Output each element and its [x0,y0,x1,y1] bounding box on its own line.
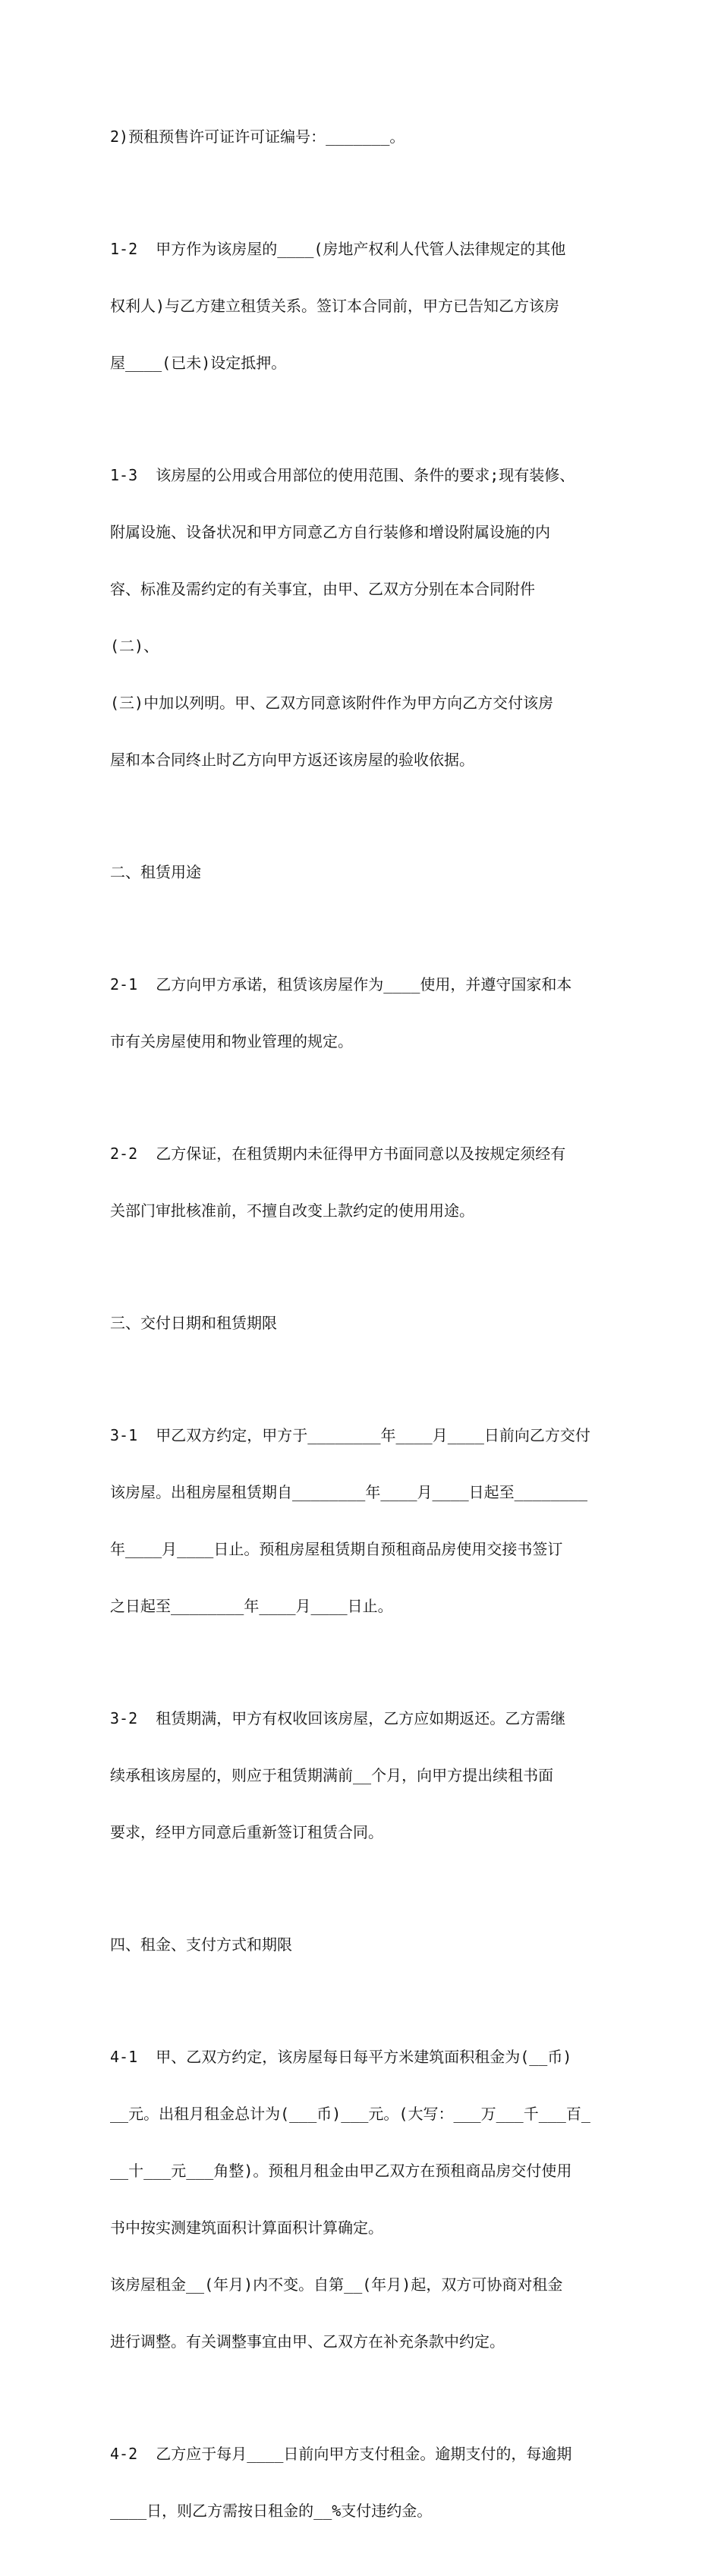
text-line: 权利人)与乙方建立租赁关系。签订本合同前，甲方已告知乙方该房 [110,297,560,315]
text-line: 2-1 乙方向甲方承诺，租赁该房屋作为____使用，并遵守国家和本 [110,975,572,994]
text-line: 进行调整。有关调整事宜由甲、乙双方在补充条款中约定。 [110,2332,505,2351]
paragraph-clause-4-2 [110,2407,619,2559]
text-line: 书中按实测建筑面积计算面积计算确定。 [110,2219,383,2237]
heading-text: 四、租金、支付方式和期限 [110,1935,292,1954]
heading-text: 二、租赁用途 [110,863,201,881]
paragraph-permit-number [110,90,619,184]
text-line: 1-2 甲方作为该房屋的____(房地产权利人代管人法律规定的其他 [110,240,566,258]
text-line: 该房屋租金__(年月)内不变。自第__(年月)起，双方可协商对租金 [110,2275,563,2294]
text-line: 年____月____日止。预租房屋租赁期自预租商品房使用交接书签订 [110,1540,563,1558]
text-line: 容、标准及需约定的有关事宜，由甲、乙双方分别在本合同附件 [110,580,535,598]
paragraph-clause-4-1 [110,2010,619,2389]
text-line: 4-1 甲、乙双方约定，该房屋每日每平方米建筑面积租金为(__币) [110,2048,572,2066]
text-line: 附属设施、设备状况和甲方同意乙方自行装修和增设附属设施的内 [110,523,550,541]
section-heading-4 [110,1897,619,1992]
text-line: 该房屋。出租房屋租赁期自________年____月____日起至________ [110,1483,587,1501]
paragraph-clause-2-1 [110,937,619,1089]
text-line: 3-1 甲乙双方约定，甲方于________年____月____日前向乙方交付 [110,1426,590,1444]
paragraph-clause-1-3 [110,428,619,808]
text-line: __元。出租月租金总计为(___币)___元。(大写：___万___千___百_ [110,2105,590,2123]
paragraph-clause-1-2 [110,202,619,411]
text-line: ____日，则乙方需按日租金的__%支付违约金。 [110,2502,433,2520]
text-line: 4-2 乙方应于每月____日前向甲方支付租金。逾期支付的，每逾期 [110,2445,572,2463]
text-line: 市有关房屋使用和物业管理的规定。 [110,1032,353,1050]
text-line: 2-2 乙方保证，在租赁期内未征得甲方书面同意以及按规定须经有 [110,1145,566,1163]
heading-text: 三、交付日期和租赁期限 [110,1314,277,1332]
text-line: 要求，经甲方同意后重新签订租赁合同。 [110,1823,383,1841]
text-line: 2)预租预售许可证许可证编号：_______。 [110,128,405,146]
text-line: (三)中加以列明。甲、乙双方同意该附件作为甲方向乙方交付该房 [110,694,554,712]
text-line: 屋和本合同终止时乙方向甲方返还该房屋的验收依据。 [110,751,474,769]
paragraph-clause-3-2 [110,1671,619,1880]
text-line: (二)、 [110,637,159,655]
text-line: __十___元___角整)。预租月租金由甲乙双方在预租商品房交付使用 [110,2162,572,2180]
section-heading-3 [110,1276,619,1371]
text-line: 关部门审批核准前，不擅自改变上款约定的使用用途。 [110,1201,474,1220]
text-line: 续承租该房屋的，则应于租赁期满前__个月，向甲方提出续租书面 [110,1766,554,1784]
document-page [110,90,619,2576]
paragraph-clause-2-2 [110,1107,619,1258]
text-line: 3-2 租赁期满，甲方有权收回该房屋，乙方应如期返还。乙方需继 [110,1709,566,1727]
text-line: 1-3 该房屋的公用或合用部位的使用范围、条件的要求;现有装修、 [110,466,575,484]
text-line: 屋____(已未)设定抵押。 [110,354,287,372]
section-heading-2 [110,825,619,920]
text-line: 之日起至________年____月____日止。 [110,1597,393,1615]
paragraph-clause-3-1 [110,1388,619,1654]
